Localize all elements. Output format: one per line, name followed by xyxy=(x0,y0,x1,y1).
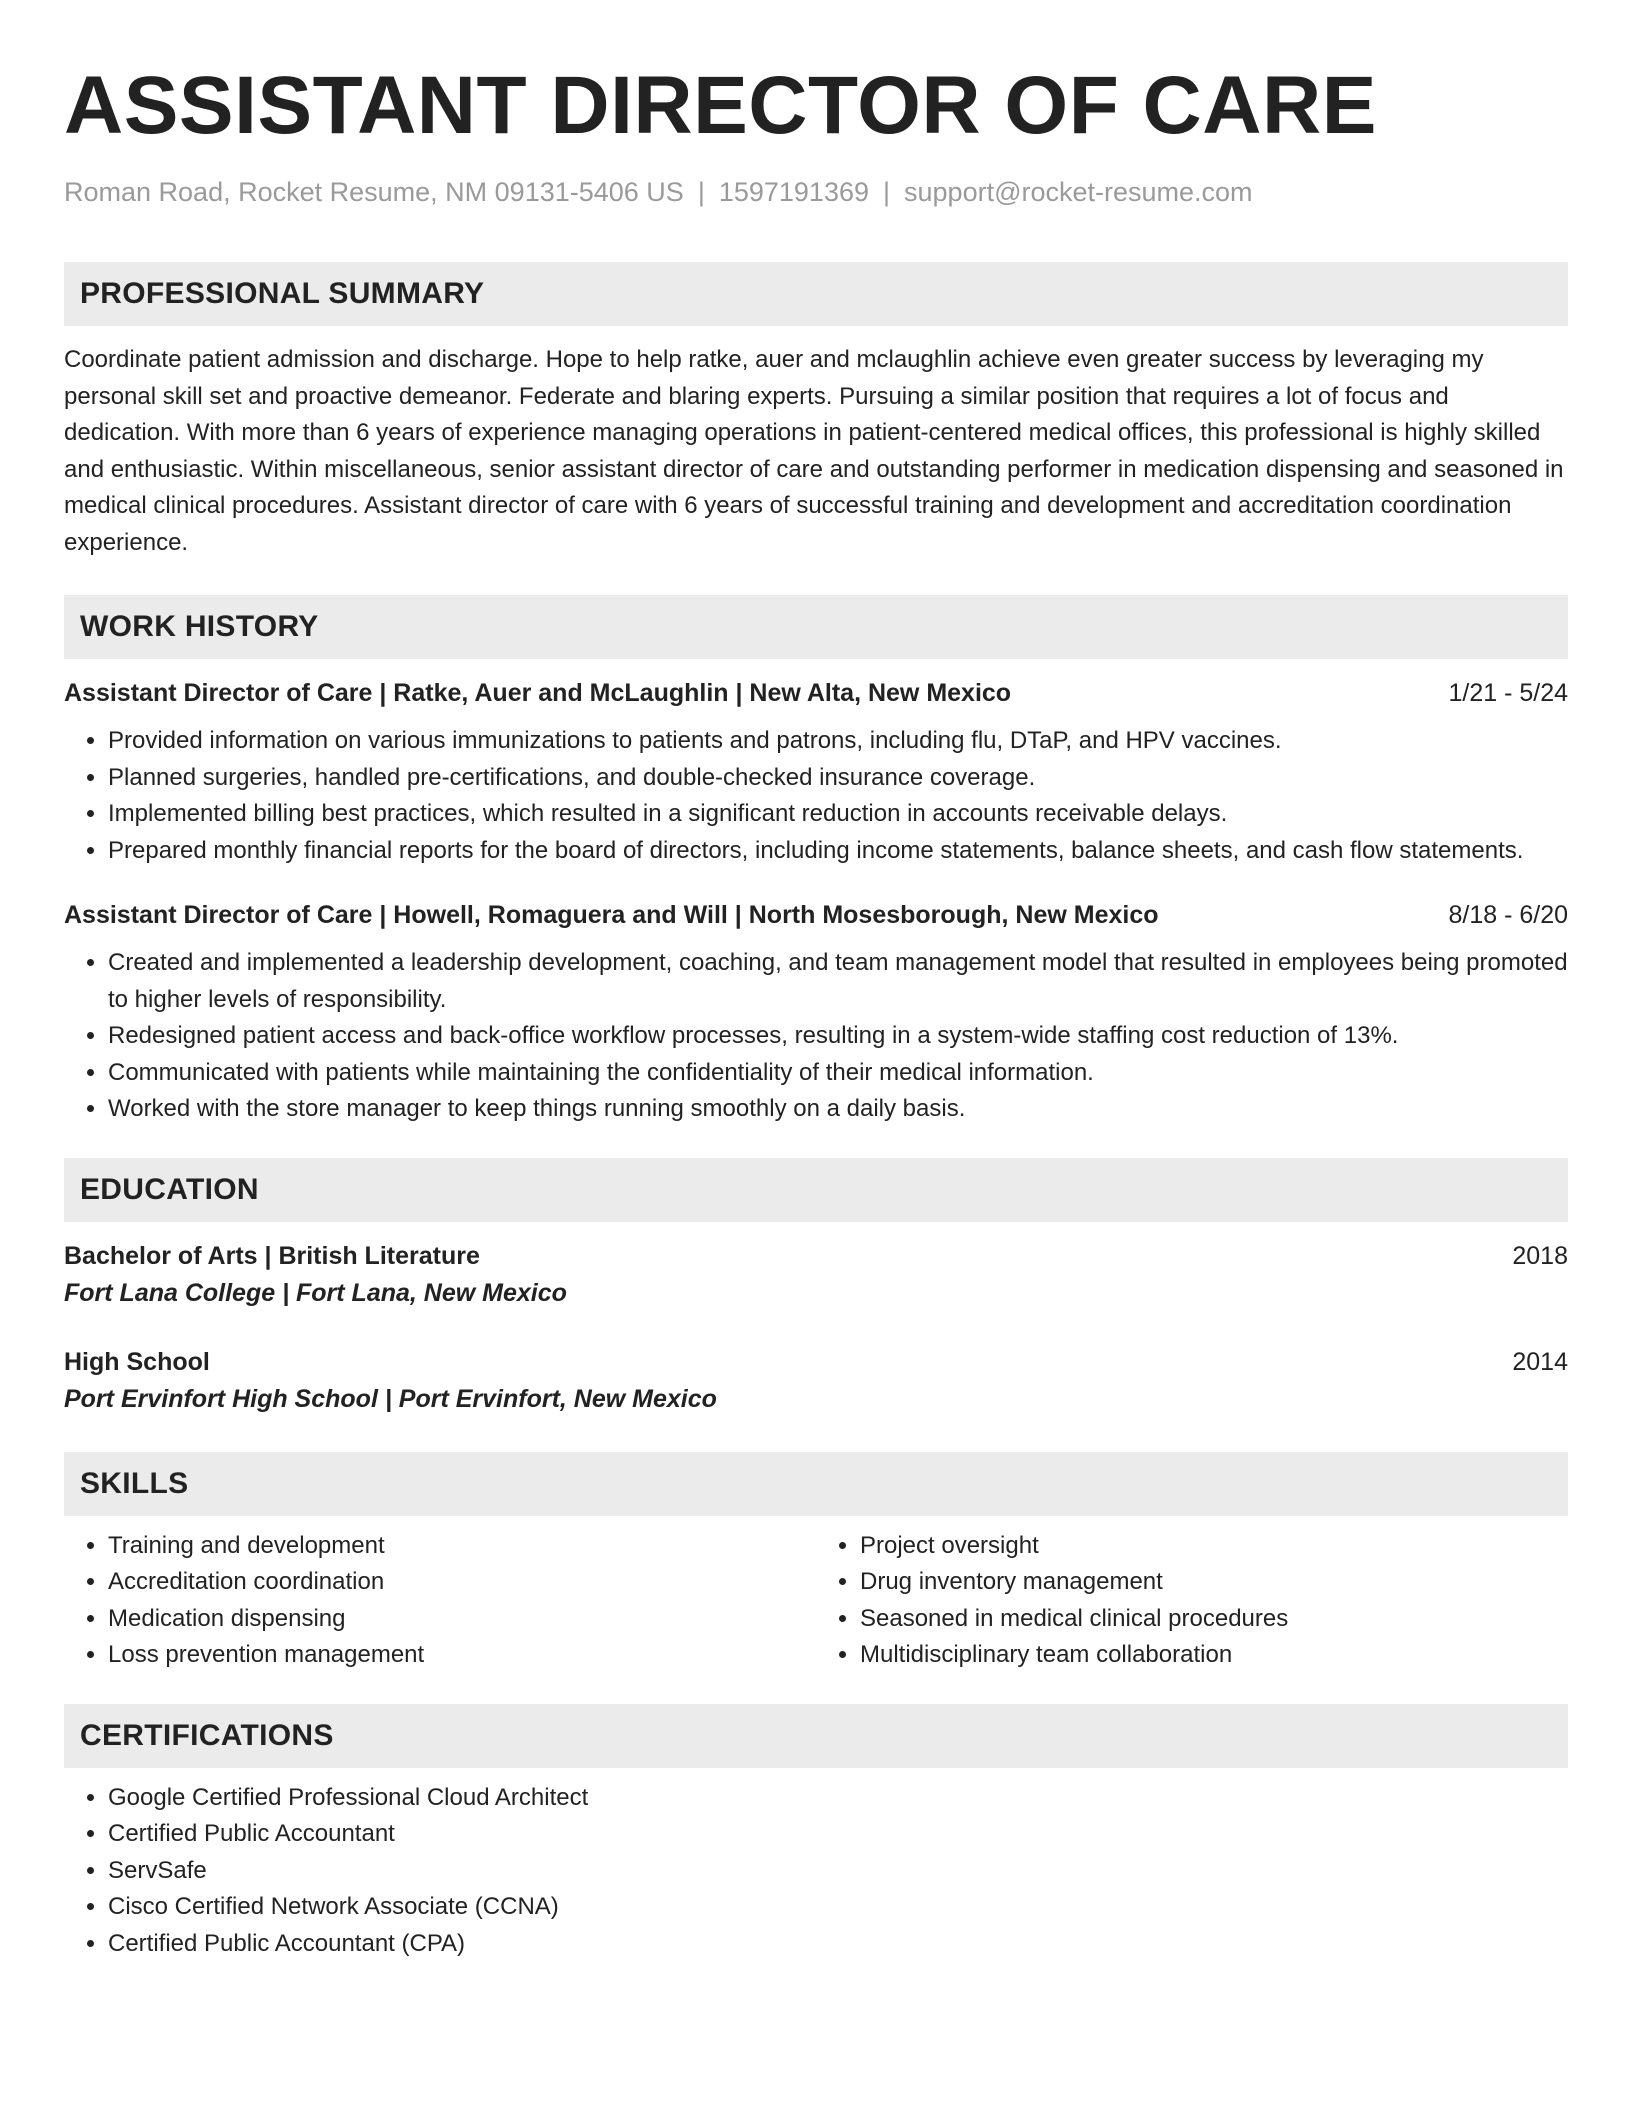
section-header-skills: SKILLS xyxy=(64,1452,1568,1516)
school-name: Fort Lana College | Fort Lana, New Mexico xyxy=(64,1278,567,1307)
skills-grid xyxy=(64,1528,1568,1674)
job-title: Assistant Director of Care | Ratke, Auer and McLaughlin | New Alta, New Mexico xyxy=(64,679,1012,707)
list-item: • Accreditation coordination xyxy=(108,1564,816,1601)
list-item: • Certified Public Accountant (CPA) xyxy=(108,1926,1568,1963)
education-date: 2018 xyxy=(1512,1241,1568,1270)
education-entry xyxy=(64,1344,1568,1418)
list-item: • Project oversight xyxy=(860,1528,1568,1565)
education-header xyxy=(64,1238,1568,1274)
section-header-work-history: WORK HISTORY xyxy=(64,595,1568,659)
list-item: • Seasoned in medical clinical procedures xyxy=(860,1601,1568,1638)
education-header xyxy=(64,1344,1568,1380)
skills-list-left xyxy=(64,1528,816,1674)
contact-phone: 1597191369 xyxy=(718,177,869,207)
job-title: Assistant Director of Care | Howell, Romaguera and Will | North Mosesborough, New Mexico xyxy=(64,901,1159,929)
list-item: • Certified Public Accountant xyxy=(108,1816,1568,1853)
section-header-summary: PROFESSIONAL SUMMARY xyxy=(64,262,1568,326)
education-entry xyxy=(64,1238,1568,1312)
list-item: • Redesigned patient access and back-office workflow processes, resulting in a system-wide staffing cost reduction of 13%. xyxy=(108,1018,1568,1055)
contact-email: support@rocket-resume.com xyxy=(904,177,1253,207)
job-bullets xyxy=(64,723,1568,869)
section-header-education: EDUCATION xyxy=(64,1158,1568,1222)
list-item: • Loss prevention management xyxy=(108,1637,816,1674)
list-item: • ServSafe xyxy=(108,1853,1568,1890)
job-date: 1/21 - 5/24 xyxy=(1448,679,1568,707)
contact-line xyxy=(64,174,1568,210)
candidate-name: ASSISTANT DIRECTOR OF CARE xyxy=(64,60,1377,151)
job-entry xyxy=(64,675,1568,869)
list-item: • Medication dispensing xyxy=(108,1601,816,1638)
list-item: • Training and development xyxy=(108,1528,816,1565)
contact-address: Roman Road, Rocket Resume, NM 09131-5406 US xyxy=(64,177,684,207)
list-item: • Cisco Certified Network Associate (CCNA) xyxy=(108,1889,1568,1926)
contact-separator: | xyxy=(883,177,891,207)
job-header xyxy=(64,675,1568,711)
list-item: • Communicated with patients while maintaining the confidentiality of their medical information. xyxy=(108,1055,1568,1092)
certifications-list xyxy=(64,1780,1568,1963)
degree-title: High School xyxy=(64,1347,210,1376)
list-item: • Worked with the store manager to keep things running smoothly on a daily basis. xyxy=(108,1091,1568,1128)
summary-text: Coordinate patient admission and discharge. Hope to help ratke, auer and mclaughlin achieve even greater success by leveraging my personal skill set and proactive demeanor. Federate and blaring experts. Pursuing a similar position that requires a lot of focus and dedication. With more than 6 years of experience managing operations in patient-centered medical offices, this professional is highly skilled and enthusiastic. Within miscellaneous, senior assistant director of care and outstanding performer in medication dispensing and seasoned in medical clinical procedures. Assistant director of care with 6 years of successful training and development and accreditation coordination experience. xyxy=(64,346,1564,556)
contact-separator: | xyxy=(697,177,705,207)
job-header xyxy=(64,897,1568,933)
list-item: • Prepared monthly financial reports for the board of directors, including income statements, balance sheets, and cash flow statements. xyxy=(108,833,1568,870)
degree-title: Bachelor of Arts | British Literature xyxy=(64,1241,480,1270)
list-item: • Drug inventory management xyxy=(860,1564,1568,1601)
list-item: • Multidisciplinary team collaboration xyxy=(860,1637,1568,1674)
list-item: • Implemented billing best practices, which resulted in a significant reduction in accounts receivable delays. xyxy=(108,796,1568,833)
list-item: • Planned surgeries, handled pre-certifications, and double-checked insurance coverage. xyxy=(108,760,1568,797)
school-name: Port Ervinfort High School | Port Ervinfort, New Mexico xyxy=(64,1384,717,1413)
job-bullets xyxy=(64,945,1568,1128)
job-entry xyxy=(64,897,1568,1128)
education-date: 2014 xyxy=(1512,1347,1568,1376)
skills-list-right xyxy=(816,1528,1568,1674)
list-item: • Created and implemented a leadership development, coaching, and team management model that resulted in employees being promoted to higher levels of responsibility. xyxy=(108,945,1568,1018)
list-item: • Google Certified Professional Cloud Architect xyxy=(108,1780,1568,1817)
job-date: 8/18 - 6/20 xyxy=(1448,901,1568,929)
section-header-certifications: CERTIFICATIONS xyxy=(64,1704,1568,1768)
list-item: • Provided information on various immunizations to patients and patrons, including flu, DTaP, and HPV vaccines. xyxy=(108,723,1568,760)
